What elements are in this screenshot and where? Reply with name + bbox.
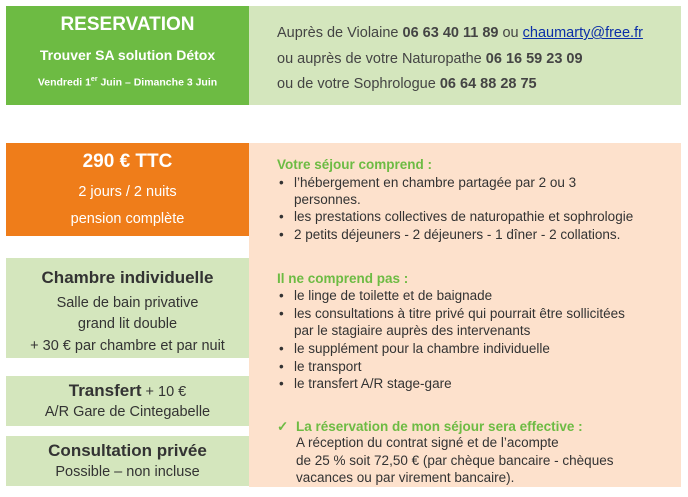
- transfert-price: + 10 €: [141, 384, 187, 400]
- reservation-title: RESERVATION: [60, 14, 195, 35]
- reservation-subtitle: Trouver SA solution Détox: [39, 47, 216, 63]
- consultation-title: Consultation privée: [48, 441, 207, 460]
- contact-sophrologue: ou de votre Sophrologue 06 64 88 28 75: [277, 76, 537, 92]
- list-item-continuation: personnes.: [294, 192, 361, 207]
- effective-line-1: A réception du contrat signé et de l’acompte: [296, 435, 559, 450]
- naturopathe-phone: 06 16 59 23 09: [485, 51, 583, 67]
- effective-line-3: vacances ou par virement bancaire).: [296, 470, 515, 485]
- details-panel: Votre séjour comprend : • l’hébergement en chambre partagée par 2 ou 3 personnes. • les prestations collectives de naturopathie et sophrologie • 2 petits déjeuners - 2 déjeuners - 1 dîner - 2 collations. Il ne comprend pas : • le linge de toilette et de baignade • les consultations à titre privé qui pourrait être sollicitées par le stagiaire auprès des intervenants • le supplément pour la chambre individuelle • le transport • le transfert A/R stage-gare ✓ La réservation de mon séjour sera effective : A réception du contrat signé et de l’acompte de 25 % soit 72,50 € (par chèque bancaire - chèques vacances ou par virement bancaire).: [249, 143, 681, 487]
- transfert-box: [6, 376, 249, 426]
- consultation-line: Possible – non incluse: [55, 464, 200, 480]
- comprend-heading: Votre séjour comprend :: [277, 157, 433, 172]
- contact-naturopathe: ou auprès de votre Naturopathe 06 16 59 23 09: [277, 51, 583, 67]
- price-box: [6, 143, 249, 236]
- contact-panel: [249, 6, 681, 105]
- chambre-title: Chambre individuelle: [41, 268, 214, 287]
- price-duration: 2 jours / 2 nuits: [78, 184, 177, 200]
- check-icon: ✓: [277, 419, 289, 434]
- consultation-box: [6, 436, 249, 486]
- chambre-line-1: Salle de bain privative: [56, 295, 199, 311]
- chambre-box: [6, 258, 249, 358]
- ne-comprend-heading: Il ne comprend pas :: [277, 271, 409, 286]
- effective-line-2: de 25 % soit 72,50 € (par chèque bancaire - chèques: [296, 453, 614, 468]
- violaine-phone: 06 63 40 11 89: [402, 25, 499, 41]
- sophrologue-phone: 06 64 88 28 75: [439, 76, 537, 92]
- email-link[interactable]: chaumarty@free.fr: [522, 25, 643, 41]
- price-amount: 290 € TTC: [82, 151, 173, 172]
- effective-heading: La réservation de mon séjour sera effective :: [296, 419, 583, 434]
- transfert-title: Transfert + 10 €: [68, 381, 187, 400]
- reservation-banner: [6, 6, 249, 105]
- transfert-line: A/R Gare de Cintegabelle: [44, 404, 211, 420]
- list-item-continuation: par le stagiaire auprès des intervenants: [294, 323, 531, 338]
- reservation-dates: Vendredi 1er Juin – Dimanche 3 Juin: [37, 76, 218, 89]
- price-board: pension complète: [70, 211, 185, 227]
- contact-violaine: Auprès de Violaine 06 63 40 11 89 ou chaumarty@free.fr: [277, 25, 643, 41]
- chambre-line-3: + 30 € par chambre et par nuit: [30, 338, 225, 354]
- chambre-line-2: grand lit double: [77, 316, 178, 332]
